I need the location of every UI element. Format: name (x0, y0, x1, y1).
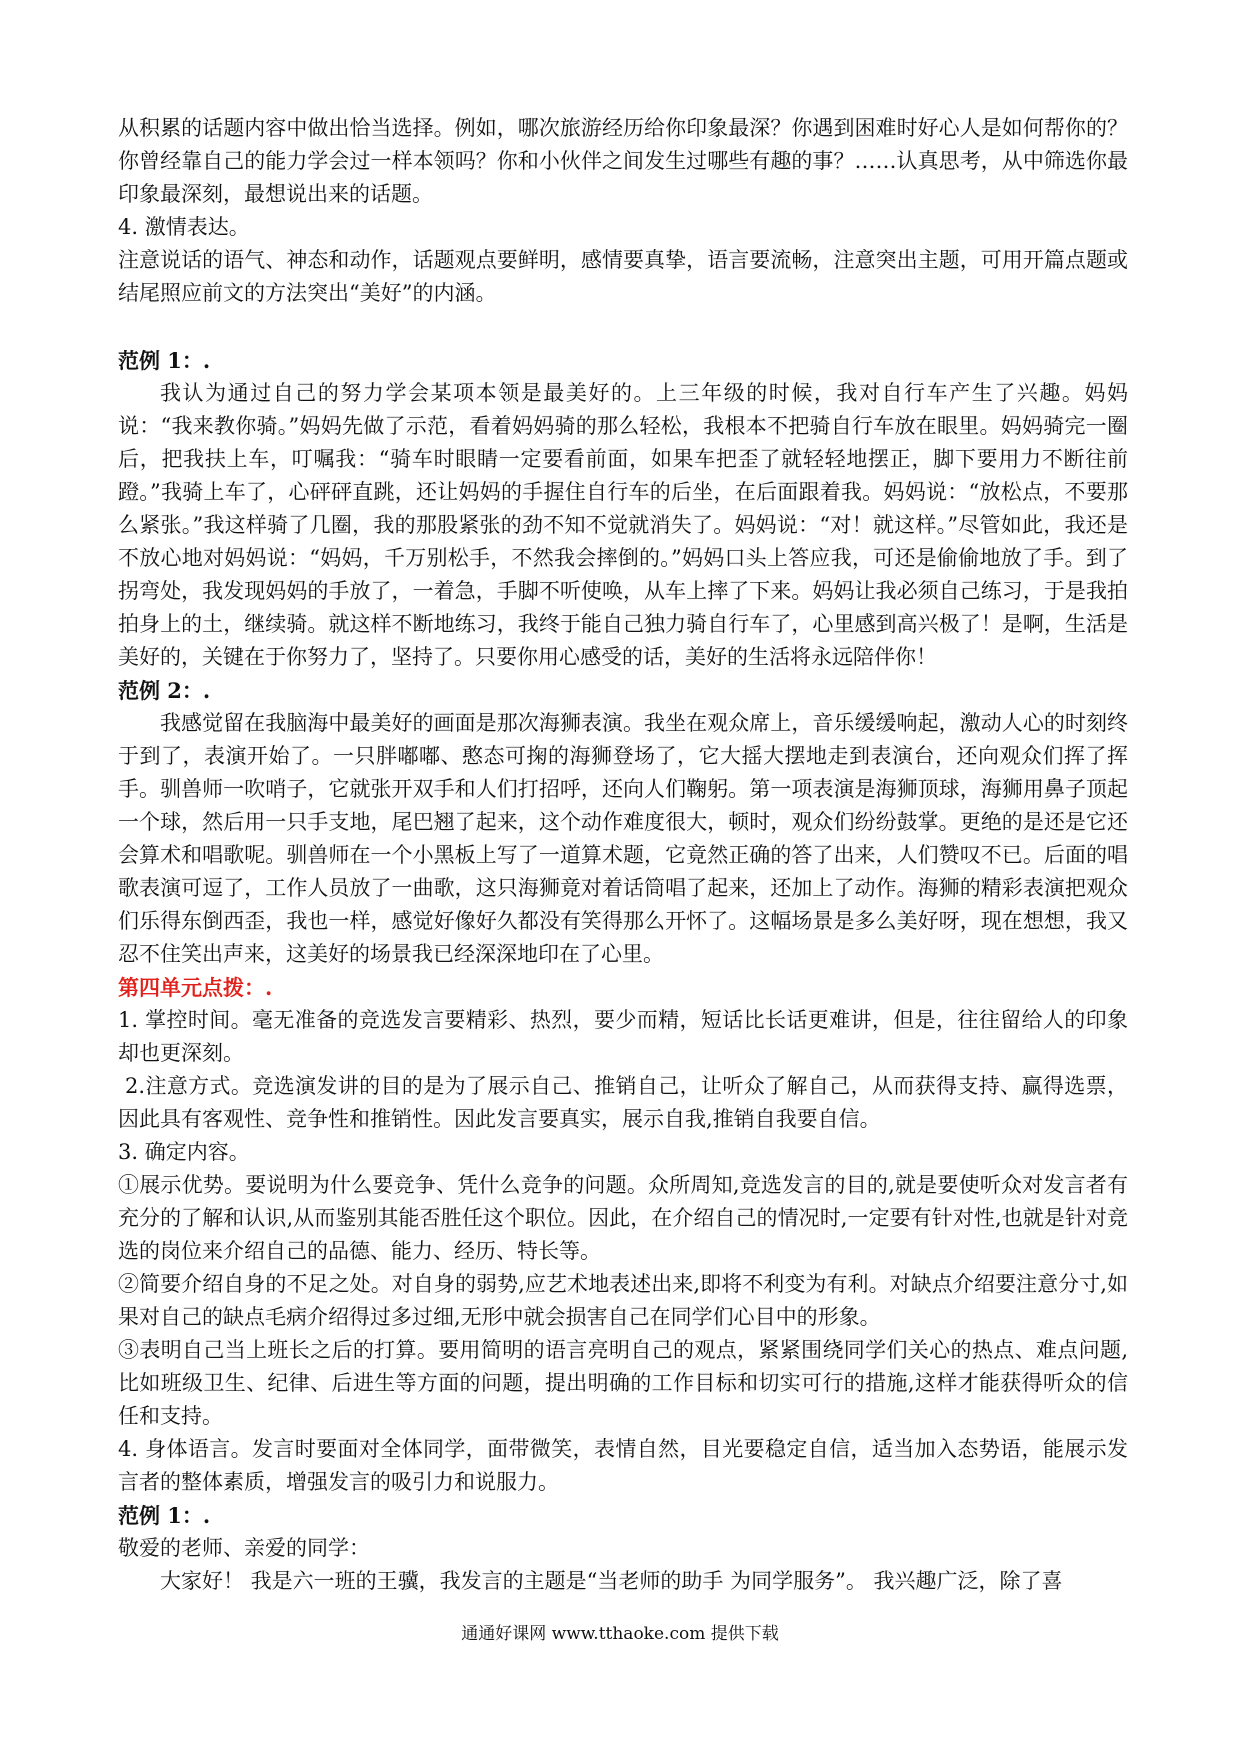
intro-paragraph: 从积累的话题内容中做出恰当选择。例如，哪次旅游经历给你印象最深？你遇到困难时好心人是如何帮你的？你曾经靠自己的能力学会过一样本领吗？你和小伙伴之间发生过哪些有趣的事？……认真思考，从中筛选你最印象最深刻，最想说出来的话题。 (118, 116, 1128, 206)
unit-4-sub-3: ③表明自己当上班长之后的打算。要用简明的语言亮明自己的观点，紧紧围绕同学们关心的热点、难点问题,比如班级卫生、纪律、后进生等方面的问题，提出明确的工作目标和切实可行的措施,这样才能获得听众的信任和支持。 (118, 1338, 1128, 1428)
example-2-heading: 范例 2：. (118, 678, 211, 703)
example-2-body: 我感觉留在我脑海中最美好的画面是那次海狮表演。我坐在观众席上，音乐缓缓响起，激动人心的时刻终于到了，表演开始了。一只胖嘟嘟、憨态可掬的海狮登场了，它大摇大摆地走到表演台，还向观众们挥了挥手。驯兽师一吹哨子，它就张开双手和人们打招呼，还向人们鞠躬。第一项表演是海狮顶球，海狮用鼻子顶起一个球，然后用一只手支地，尾巴翘了起来，这个动作难度很大，顿时，观众们纷纷鼓掌。更绝的是还是它还会算术和唱歌呢。驯兽师在一个小黑板上写了一道算术题，它竟然正确的答了出来，人们赞叹不已。后面的唱歌表演可逗了，工作人员放了一曲歌，这只海狮竟对着话筒唱了起来，还加上了动作。海狮的精彩表演把观众们乐得东倒西歪，我也一样，感觉好像好久都没有笑得那么开怀了。这幅场景是多么美好呀，现在想想，我又忍不住笑出声来，这美好的场景我已经深深地印在了心里。 (118, 711, 1128, 966)
example-3-body: 大家好！ 我是六一班的王骥，我发言的主题是“当老师的助手 为同学服务”。 我兴趣广泛，除了喜 (160, 1569, 1063, 1593)
spacer (118, 310, 1128, 344)
unit-4-sub-1: ①展示优势。要说明为什么要竞争、凭什么竞争的问题。众所周知,竞选发言的目的,就是要使听众对发言者有充分的了解和认识,从而鉴别其能否胜任这个职位。因此，在介绍自己的情况时,一定要有针对性,也就是针对竞选的岗位来介绍自己的品德、能力、经历、特长等。 (118, 1173, 1128, 1263)
point-4-heading: 4. 激情表达。 (118, 215, 250, 239)
example-3-greeting: 敬爱的老师、亲爱的同学： (118, 1536, 370, 1560)
document-page (118, 112, 1128, 1598)
unit-4-heading: 第四单元点拨：. (118, 975, 273, 1000)
unit-4-point-2: 2.注意方式。竞选演发讲的目的是为了展示自己、推销自己，让听众了解自己，从而获得支持、赢得选票，因此具有客观性、竞争性和推销性。因此发言要真实，展示自我,推销自我要自信。 (118, 1074, 1128, 1131)
example-3-heading: 范例 1：. (118, 1503, 211, 1528)
page-footer: 通通好课网 www.tthaoke.com 提供下载 (461, 1624, 779, 1644)
unit-4-point-3: 3. 确定内容。 (118, 1140, 250, 1164)
example-1-body: 我认为通过自己的努力学会某项本领是最美好的。上三年级的时候，我对自行车产生了兴趣。妈妈说：“我来教你骑。”妈妈先做了示范，看着妈妈骑的那么轻松，我根本不把骑自行车放在眼里。妈妈骑完一圈后，把我扶上车，叮嘱我：“骑车时眼睛一定要看前面，如果车把歪了就轻轻地摆正，脚下要用力不断往前蹬。”我骑上车了，心砰砰直跳，还让妈妈的手握住自行车的后坐，在后面跟着我。妈妈说：“放松点，不要那么紧张。”我这样骑了几圈，我的那股紧张的劲不知不觉就消失了。妈妈说：“对！就这样。”尽管如此，我还是不放心地对妈妈说：“妈妈，千万别松手，不然我会摔倒的。”妈妈口头上答应我，可还是偷偷地放了手。到了拐弯处，我发现妈妈的手放了，一着急，手脚不听使唤，从车上摔了下来。妈妈让我必须自己练习，于是我拍拍身上的土，继续骑。就这样不断地练习，我终于能自己独力骑自行车了，心里感到高兴极了！是啊，生活是美好的，关键在于你努力了，坚持了。只要你用心感受的话，美好的生活将永远陪伴你！ (118, 381, 1128, 669)
unit-4-point-4: 4. 身体语言。发言时要面对全体同学，面带微笑，表情自然，目光要稳定自信，适当加入态势语，能展示发言者的整体素质，增强发言的吸引力和说服力。 (118, 1437, 1128, 1494)
example-1-heading: 范例 1：. (118, 348, 211, 373)
point-4-text: 注意说话的语气、神态和动作，话题观点要鲜明，感情要真挚，语言要流畅，注意突出主题，可用开篇点题或结尾照应前文的方法突出“美好”的内涵。 (118, 248, 1128, 305)
unit-4-sub-2: ②简要介绍自身的不足之处。对自身的弱势,应艺术地表述出来,即将不利变为有利。对缺点介绍要注意分寸,如果对自己的缺点毛病介绍得过多过细,无形中就会损害自己在同学们心目中的形象。 (118, 1272, 1128, 1329)
unit-4-point-1: 1. 掌控时间。毫无准备的竞选发言要精彩、热烈，要少而精，短话比长话更难讲，但是，往往留给人的印象却也更深刻。 (118, 1008, 1128, 1065)
